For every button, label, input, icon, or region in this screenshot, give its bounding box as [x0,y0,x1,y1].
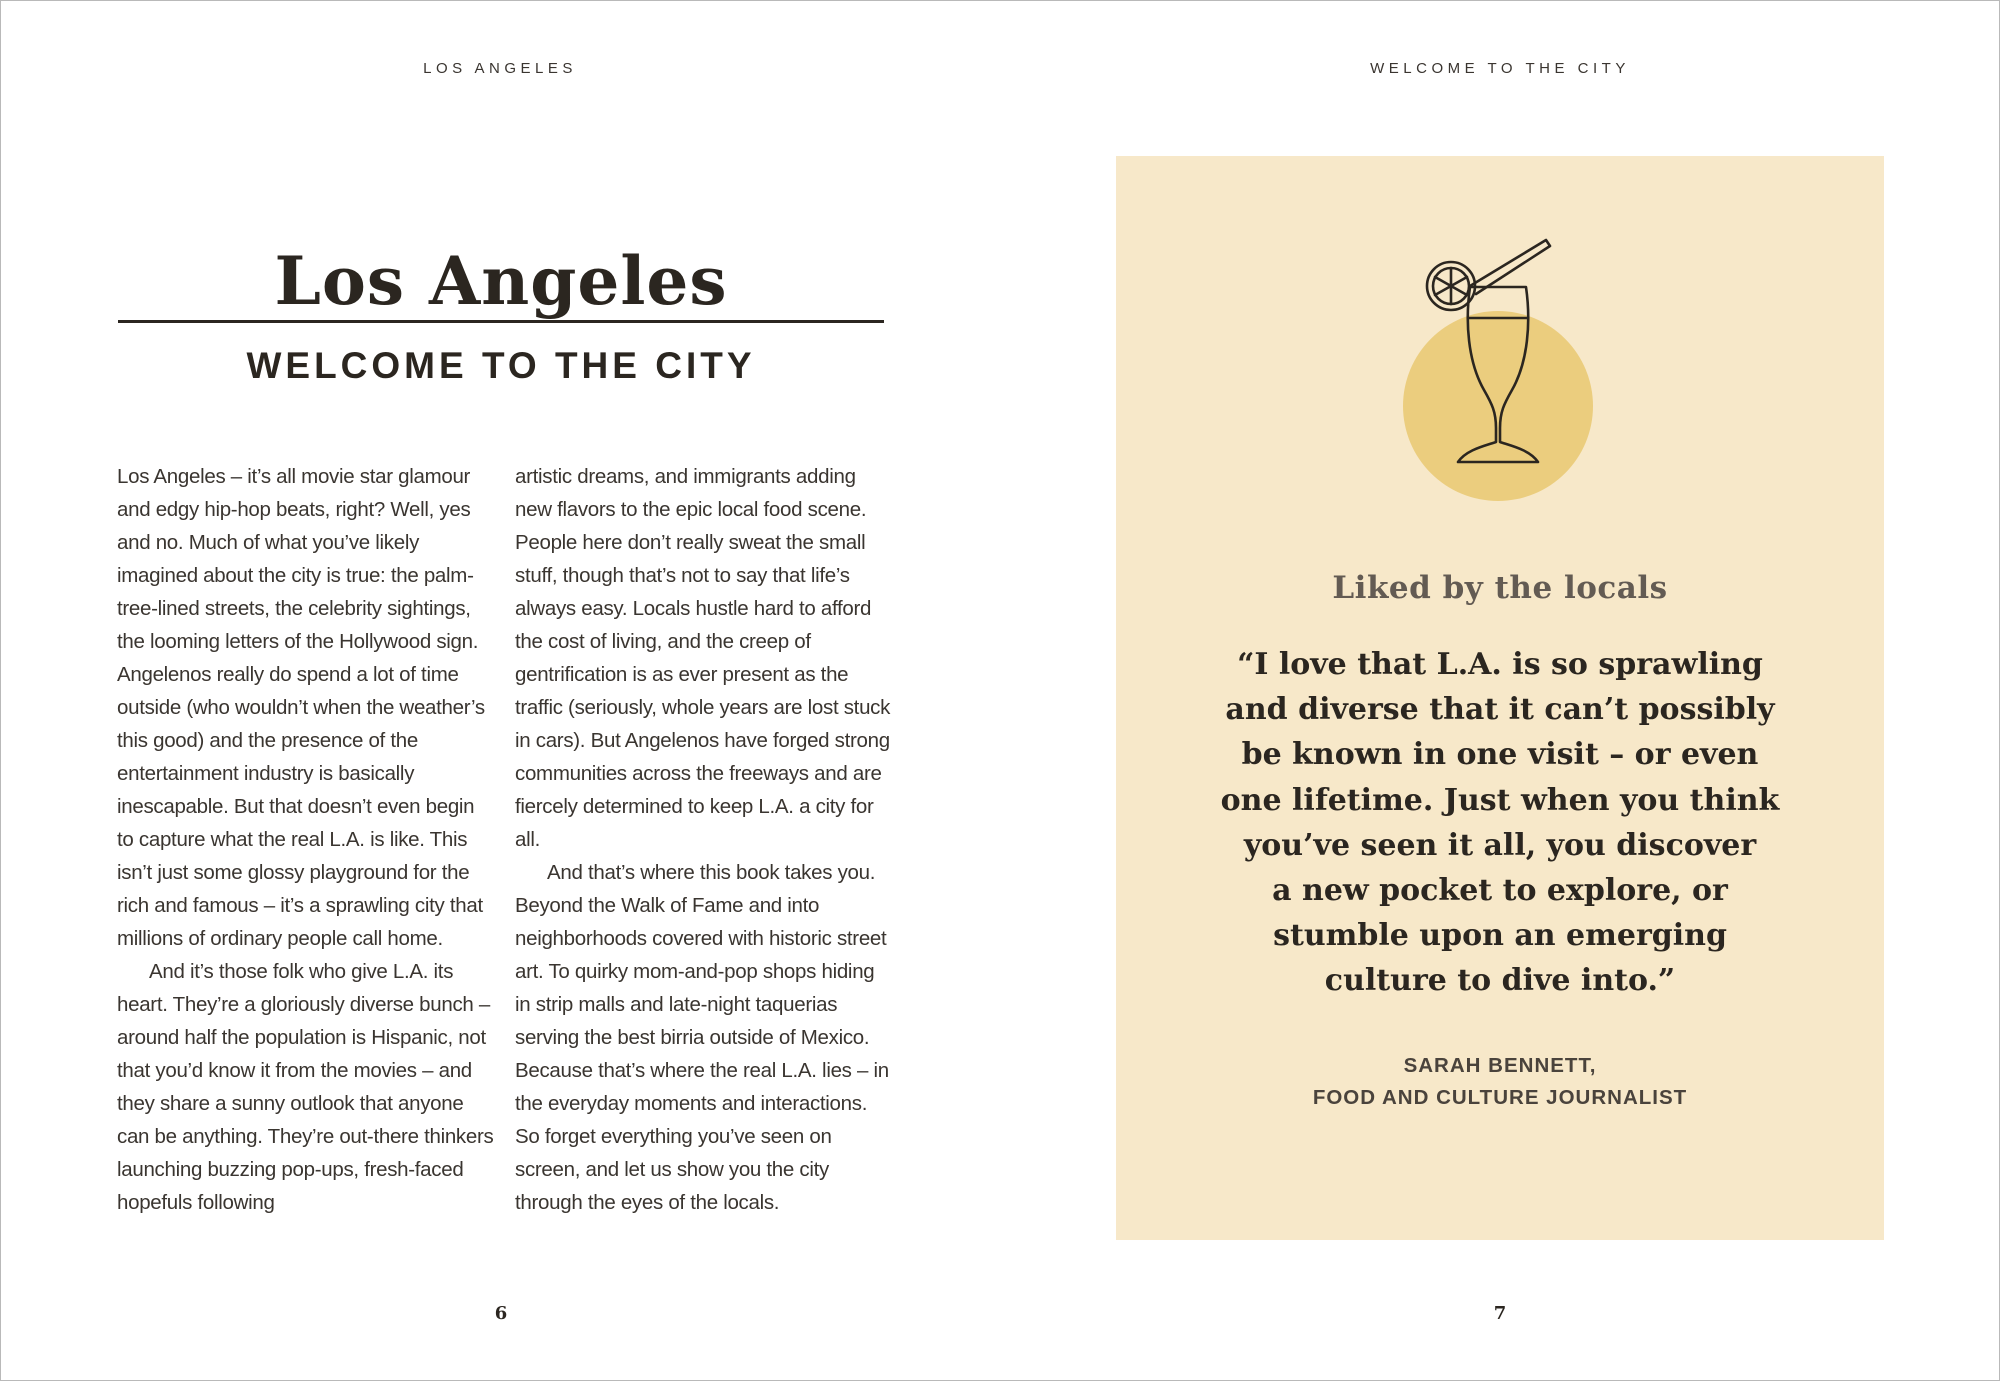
attribution-name: SARAH BENNETT, [1403,1054,1597,1077]
cocktail-glass-icon [1400,232,1610,512]
page-title: Los Angeles [274,242,728,320]
body-column-right [515,460,891,1219]
page-number-left: 6 [494,1303,508,1324]
pull-quote: “I love that L.A. is so sprawling and diverse that it can’t possibly be known in one visit – or even one lifetime. Just when you think you’ve seen it all, you discover a new pocket to explore, or stumble upon an emerging culture to dive into.” [1220,647,1780,999]
body-paragraph: And that’s where this book takes you. Beyond the Walk of Fame and into neighborhoods covered with historic street art. To quirky mom-and-pop shops hiding in strip malls and late-night taquerias serving the best birria outside of Mexico. Because that’s where the real L.A. lies – in the everyday moments and interactions. So forget everything you’ve seen on screen, and let us show you the city through the eyes of the locals. [515,861,889,1214]
quote-attribution [1116,1050,1884,1114]
attribution-role: FOOD AND CULTURE JOURNALIST [1312,1086,1688,1109]
body-paragraph: artistic dreams, and immigrants adding new flavors to the epic local food scene. People here don’t really sweat the small stuff, though that’s not to say that life’s always easy. Locals hustle hard to afford the cost of living, and the creep of gentrification is as ever present as the traffic (seriously, whole years are lost stuck in cars). But Angelenos have forged strong communities across the freeways and are fiercely determined to keep L.A. a city for all. [515,465,891,851]
body-column-left [117,460,495,1219]
running-head-right: WELCOME TO THE CITY [1370,60,1630,77]
page-subtitle: WELCOME TO THE CITY [246,345,756,386]
body-paragraph: And it’s those folk who give L.A. its heart. They’re a gloriously diverse bunch – around half the population is Hispanic, not that you’d know it from the movies – and they share a sunny outlook that anyone can be anything. They’re out-there thinkers launching buzzing pop-ups, fresh-faced hopefuls following [117,960,494,1214]
body-paragraph: Los Angeles – it’s all movie star glamour and edgy hip-hop beats, right? Well, yes and no. Much of what you’ve likely imagined about the city is true: the palm-tree-lined streets, the celebrity sightings, the looming letters of the Hollywood sign. Angelenos really do spend a lot of time outside (who wouldn’t when the weather’s this good) and the presence of the entertainment industry is basically inescapable. But that doesn’t even begin to capture what the real L.A. is like. This isn’t just some glossy playground for the rich and famous – it’s a sprawling city that millions of ordinary people call home. [117,465,485,950]
quote-heading: Liked by the locals [1332,570,1668,606]
page-number-right: 7 [1493,1303,1507,1324]
running-head-left: LOS ANGELES [423,60,577,77]
title-rule [118,320,884,323]
